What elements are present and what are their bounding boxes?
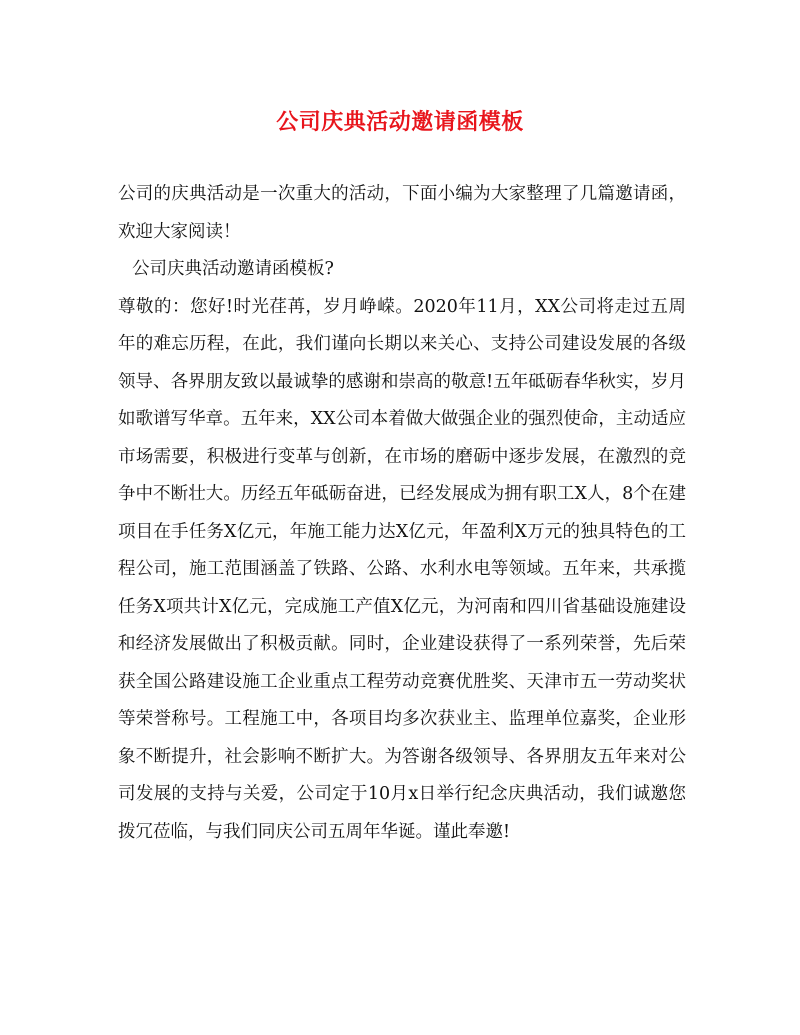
document-body: [118, 176, 686, 851]
document-title: 公司庆典活动邀请函模板: [276, 109, 524, 135]
letter-body-paragraph: 尊敬的：您好!时光荏苒，岁月峥嵘。2020年11月，XX公司将走过五周年的难忘历程，在此，我们谨向长期以来关心、支持公司建设发展的各级领导、各界朋友致以最诚挚的感谢和崇高的敬意!五年砥砺春华秋实，岁月如歌谱写华章。五年来，XX公司本着做大做强企业的强烈使命，主动适应市场需要，积极进行变革与创新，在市场的磨砺中逐步发展，在激烈的竞争中不断壮大。历经五年砥砺奋进，已经发展成为拥有职工X人，8个在建项目在手任务X亿元，年施工能力达X亿元，年盈利X万元的独具特色的工程公司，施工范围涵盖了铁路、公路、水利水电等领域。五年来，共承揽任务X项共计X亿元，完成施工产值X亿元，为河南和四川省基础设施建设和经济发展做出了积极贡献。同时，企业建设获得了一系列荣誉，先后荣获全国公路建设施工企业重点工程劳动竞赛优胜奖、天津市五一劳动奖状等荣誉称号。工程施工中，各项目均多次获业主、监理单位嘉奖，企业形象不断提升，社会影响不断扩大。为答谢各级领导、各界朋友五年来对公司发展的支持与关爱，公司定于10月x日举行纪念庆典活动，我们诚邀您拨冗莅临，与我们同庆公司五周年华诞。谨此奉邀!: [118, 296, 686, 842]
subheading: 公司庆典活动邀请函模板?: [132, 259, 334, 279]
intro-paragraph: 公司的庆典活动是一次重大的活动，下面小编为大家整理了几篇邀请函，欢迎大家阅读！: [118, 184, 686, 242]
